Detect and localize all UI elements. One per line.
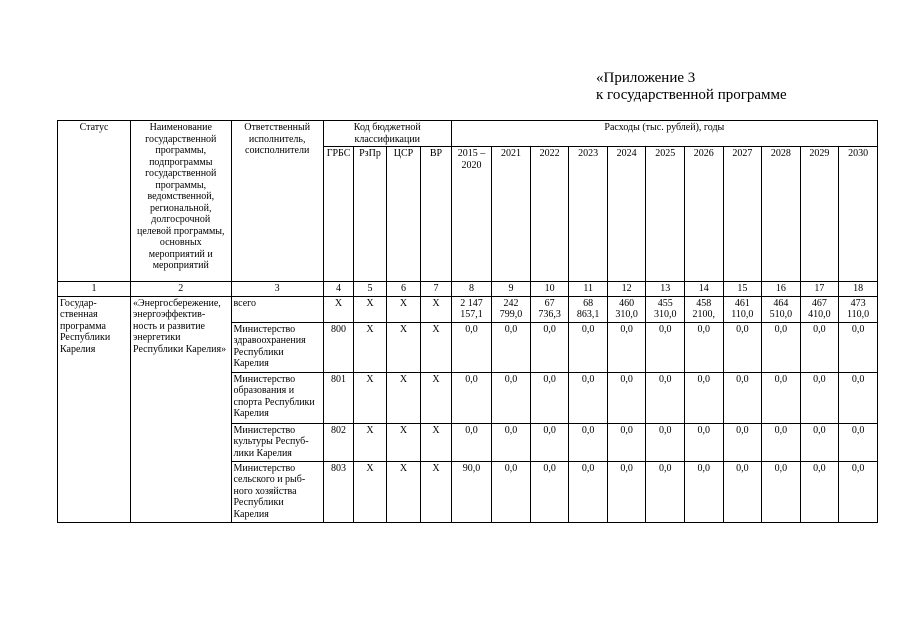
rzpr-code: Х bbox=[354, 461, 386, 522]
column-number: 1 bbox=[58, 282, 131, 297]
table-row bbox=[58, 296, 878, 322]
col-year-header: 2025 bbox=[646, 147, 685, 282]
col-rzpr-header: РзПр bbox=[354, 147, 386, 282]
responsible-executor: Министерство культуры Респуб-лики Карелия bbox=[231, 423, 323, 461]
expense-value: 0,0 bbox=[492, 372, 531, 423]
vr-code: Х bbox=[421, 372, 451, 423]
program-name: «Энергосбережение, энергоэффектив-ность и развитие энергетики Республики Карелия» bbox=[131, 296, 231, 522]
expense-value: 0,0 bbox=[646, 322, 685, 372]
expense-value: 0,0 bbox=[762, 372, 801, 423]
expense-value: 0,0 bbox=[646, 372, 685, 423]
column-number: 7 bbox=[421, 282, 451, 297]
expense-value: 0,0 bbox=[492, 461, 531, 522]
column-number: 13 bbox=[646, 282, 685, 297]
expense-value: 0,0 bbox=[607, 423, 646, 461]
column-number: 2 bbox=[131, 282, 231, 297]
responsible-executor: Министерство сельского и рыб-ного хозяйства Республики Карелия bbox=[231, 461, 323, 522]
col-grbs-header: ГРБС bbox=[323, 147, 353, 282]
appendix-subtitle: к государственной программе bbox=[596, 87, 787, 103]
vr-code: Х bbox=[421, 423, 451, 461]
column-number: 5 bbox=[354, 282, 386, 297]
column-number: 10 bbox=[530, 282, 569, 297]
rzpr-code: Х bbox=[354, 423, 386, 461]
expense-value: 0,0 bbox=[762, 423, 801, 461]
col-budget-code-header: Код бюджетной классификации bbox=[323, 121, 451, 147]
col-year-header: 2023 bbox=[569, 147, 608, 282]
expenses-table bbox=[57, 120, 878, 523]
program-status: Государ-ственная программа Республики Карелия bbox=[58, 296, 131, 522]
column-number: 8 bbox=[451, 282, 492, 297]
expense-value: 0,0 bbox=[723, 322, 762, 372]
expense-value: 0,0 bbox=[762, 461, 801, 522]
column-number: 15 bbox=[723, 282, 762, 297]
csr-code: Х bbox=[386, 461, 421, 522]
expense-value: 0,0 bbox=[569, 372, 608, 423]
expense-value: 0,0 bbox=[530, 423, 569, 461]
expense-value: 0,0 bbox=[839, 372, 878, 423]
col-expenses-header: Расходы (тыс. рублей), годы bbox=[451, 121, 877, 147]
expense-value: 0,0 bbox=[492, 322, 531, 372]
expense-value: 0,0 bbox=[569, 423, 608, 461]
expense-value: 473 110,0 bbox=[839, 296, 878, 322]
rzpr-code: Х bbox=[354, 322, 386, 372]
expense-value: 0,0 bbox=[723, 461, 762, 522]
responsible-executor: всего bbox=[231, 296, 323, 322]
expense-value: 467 410,0 bbox=[800, 296, 839, 322]
grbs-code: 803 bbox=[323, 461, 353, 522]
expense-value: 0,0 bbox=[839, 322, 878, 372]
expense-value: 464 510,0 bbox=[762, 296, 801, 322]
expense-value: 0,0 bbox=[530, 461, 569, 522]
col-csr-header: ЦСР bbox=[386, 147, 421, 282]
appendix-title: «Приложение 3 bbox=[596, 70, 696, 86]
expense-value: 461 110,0 bbox=[723, 296, 762, 322]
expense-value: 0,0 bbox=[800, 372, 839, 423]
expense-value: 0,0 bbox=[451, 423, 492, 461]
expense-value: 0,0 bbox=[569, 322, 608, 372]
expense-value: 0,0 bbox=[607, 322, 646, 372]
appendix-header bbox=[596, 70, 787, 104]
expense-value: 0,0 bbox=[800, 423, 839, 461]
expense-value: 458 2100, bbox=[685, 296, 724, 322]
expense-value: 0,0 bbox=[800, 461, 839, 522]
expense-value: 0,0 bbox=[451, 322, 492, 372]
expense-value: 0,0 bbox=[723, 423, 762, 461]
expense-value: 90,0 bbox=[451, 461, 492, 522]
csr-code: Х bbox=[386, 296, 421, 322]
expense-value: 0,0 bbox=[839, 461, 878, 522]
expense-value: 0,0 bbox=[839, 423, 878, 461]
col-year-header: 2021 bbox=[492, 147, 531, 282]
column-number: 11 bbox=[569, 282, 608, 297]
column-number: 17 bbox=[800, 282, 839, 297]
expense-value: 0,0 bbox=[569, 461, 608, 522]
col-name-header: Наименование государственной программы, подпрограммы государственной программы, ведомственной, региональной, долгосрочной целевой программы, основных мероприятий и мероприятий bbox=[131, 121, 231, 282]
expense-value: 0,0 bbox=[685, 322, 724, 372]
expense-value: 0,0 bbox=[685, 423, 724, 461]
expense-value: 0,0 bbox=[451, 372, 492, 423]
col-responsible-header: Ответственный исполнитель, соисполнители bbox=[231, 121, 323, 282]
col-year-header: 2022 bbox=[530, 147, 569, 282]
col-year-header: 2015 – 2020 bbox=[451, 147, 492, 282]
expense-value: 242 799,0 bbox=[492, 296, 531, 322]
csr-code: Х bbox=[386, 372, 421, 423]
csr-code: Х bbox=[386, 423, 421, 461]
expense-value: 0,0 bbox=[646, 461, 685, 522]
expense-value: 0,0 bbox=[762, 322, 801, 372]
expense-value: 0,0 bbox=[530, 322, 569, 372]
expense-value: 0,0 bbox=[607, 461, 646, 522]
col-vr-header: ВР bbox=[421, 147, 451, 282]
expense-value: 0,0 bbox=[530, 372, 569, 423]
col-year-header: 2029 bbox=[800, 147, 839, 282]
expense-value: 0,0 bbox=[685, 461, 724, 522]
col-status-header: Статус bbox=[58, 121, 131, 282]
col-year-header: 2026 bbox=[685, 147, 724, 282]
csr-code: Х bbox=[386, 322, 421, 372]
expense-value: 0,0 bbox=[646, 423, 685, 461]
rzpr-code: Х bbox=[354, 296, 386, 322]
expense-value: 68 863,1 bbox=[569, 296, 608, 322]
grbs-code: 802 bbox=[323, 423, 353, 461]
col-year-header: 2030 bbox=[839, 147, 878, 282]
expense-value: 0,0 bbox=[492, 423, 531, 461]
grbs-code: 800 bbox=[323, 322, 353, 372]
expense-value: 460 310,0 bbox=[607, 296, 646, 322]
expense-value: 2 147 157,1 bbox=[451, 296, 492, 322]
col-year-header: 2027 bbox=[723, 147, 762, 282]
col-year-header: 2028 bbox=[762, 147, 801, 282]
grbs-code: 801 bbox=[323, 372, 353, 423]
column-number: 4 bbox=[323, 282, 353, 297]
expense-value: 455 310,0 bbox=[646, 296, 685, 322]
column-number: 9 bbox=[492, 282, 531, 297]
grbs-code: Х bbox=[323, 296, 353, 322]
expense-value: 0,0 bbox=[607, 372, 646, 423]
expense-value: 67 736,3 bbox=[530, 296, 569, 322]
column-number: 14 bbox=[685, 282, 724, 297]
expense-value: 0,0 bbox=[685, 372, 724, 423]
responsible-executor: Министерство здравоохранения Республики Карелия bbox=[231, 322, 323, 372]
vr-code: Х bbox=[421, 296, 451, 322]
responsible-executor: Министерство образования и спорта Республики Карелия bbox=[231, 372, 323, 423]
column-number: 3 bbox=[231, 282, 323, 297]
column-number: 6 bbox=[386, 282, 421, 297]
column-number: 12 bbox=[607, 282, 646, 297]
vr-code: Х bbox=[421, 461, 451, 522]
vr-code: Х bbox=[421, 322, 451, 372]
column-number: 16 bbox=[762, 282, 801, 297]
column-number: 18 bbox=[839, 282, 878, 297]
expense-value: 0,0 bbox=[800, 322, 839, 372]
rzpr-code: Х bbox=[354, 372, 386, 423]
col-year-header: 2024 bbox=[607, 147, 646, 282]
expense-value: 0,0 bbox=[723, 372, 762, 423]
